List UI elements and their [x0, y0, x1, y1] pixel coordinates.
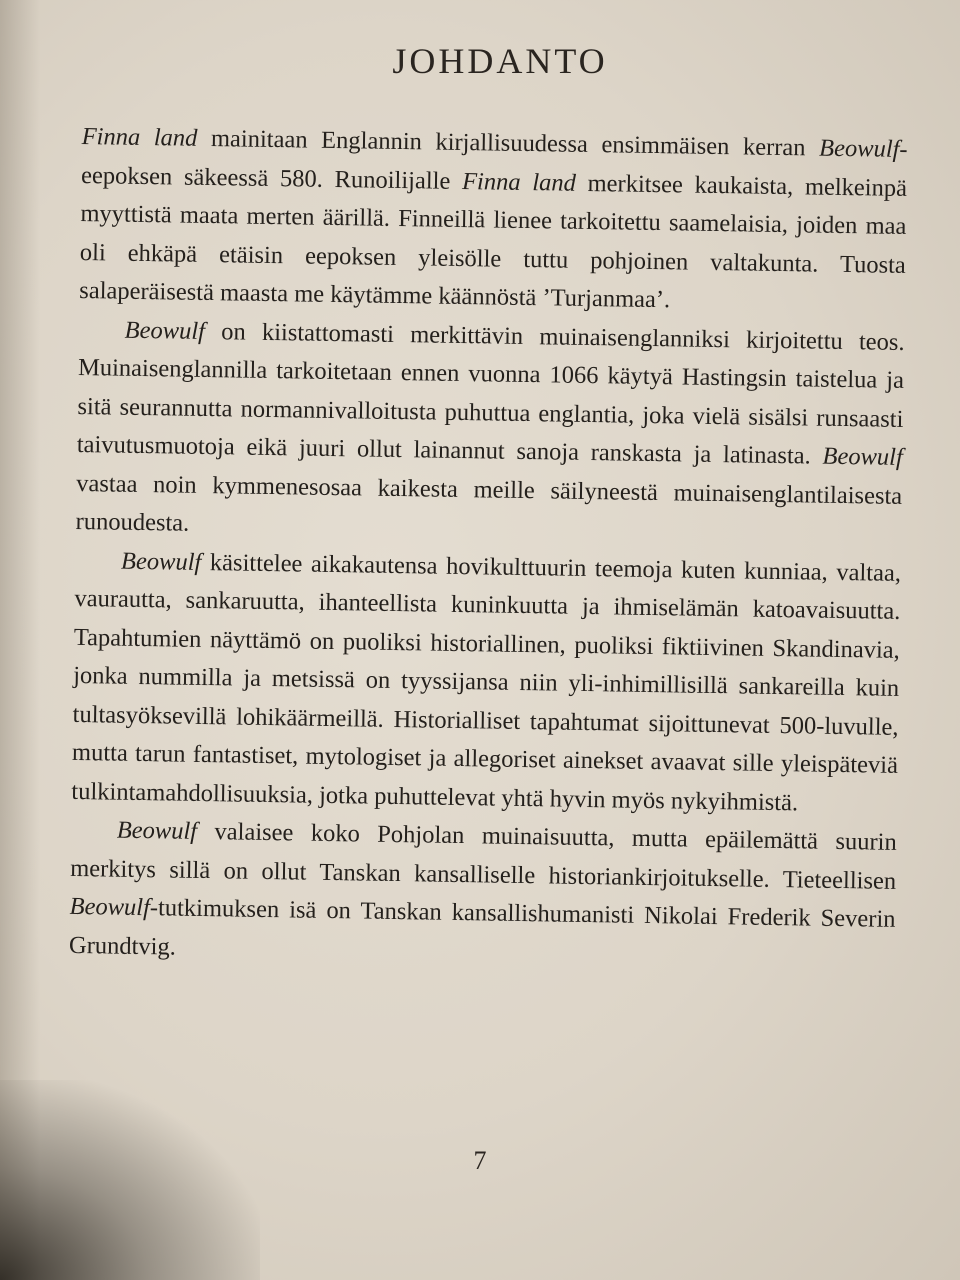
italic-term: Finna land	[461, 167, 577, 197]
text-run: -eepoksen säkeessä 580. Runoilijalle	[80, 135, 908, 195]
chapter-heading: JOHDANTO	[392, 41, 608, 81]
page-number: 7	[473, 1146, 487, 1175]
paragraph-2	[75, 310, 905, 554]
italic-term: Beowulf	[69, 892, 151, 922]
text-run: valaisee koko Pohjolan muinaisuutta, mutta epäilemättä suurin merkitys sillä on ollut Tanskan kansalliselle historiankirjoitukselle. Tieteellisen	[70, 817, 897, 895]
italic-term: Beowulf	[116, 816, 198, 845]
text-run: merkitsee kaukaista, melkeinpä myyttistä maata merten äärillä. Finneillä lienee tarkoitettu saamelaisia, joiden maa oli ehkäpä etäisin eepoksen yleisölle tuttu pohjoinen valtakunta. Tuosta salaperäisestä maasta me käytämme käännöstä ’Turjanmaa’.	[79, 169, 908, 314]
italic-term: Beowulf	[822, 442, 903, 471]
italic-term: Beowulf	[818, 134, 900, 163]
text-run: -tutkimuksen isä on Tanskan kansallishumanisti Nikolai Frederik Severin Grundtvig.	[68, 894, 896, 961]
text-run: vastaa noin kymmenesosaa kaikesta meille säilyneestä muinaisenglantilaisesta runoudesta.	[75, 469, 903, 537]
text-run: on kiistattomasti merkittävin muinaisenglanniksi kirjoitettu teos. Muinaisenglannilla tarkoitetaan ennen vuonna 1066 käytyä Hastingsin taistelua ja sitä seurannutta normannivalloitusta puhuttua englantia, joka vielä sisälsi runsaasti taivutusmuotoja eikä juuri ollut lainannut sanoja ranskasta ja latinasta.	[76, 317, 905, 470]
italic-term: Beowulf	[120, 547, 202, 576]
paragraph-4	[69, 811, 897, 978]
italic-term: Beowulf	[124, 316, 206, 345]
text-run: käsittelee aikakautensa hovikulttuurin teemoja kuten kunniaa, valtaa, vaurautta, sankaruutta, ihanteellista kuninkuutta ja ihmiselämän katoavaisuutta. Tapahtumien näyttämö on puoliksi historiallinen, puoliksi fiktiivinen Skandinavia, jonka nummilla ja metsissä on tyyssijansa niin yli-inhimillisillä sankareilla kuin tultasyöksevillä lohikäärmeillä. Historialliset tapahtumat sijoittunevat 500-luvulle, mutta tarun fantastiset, mytologiset ja allegoriset ainekset avaavat sille yleispäteviä tulkintamahdollisuuksia, jotka puhuttelevat yhtä hyvin myös nykyihmistä.	[71, 548, 902, 816]
corner-shadow	[0, 1080, 260, 1280]
text-run: mainitaan Englannin kirjallisuudessa ensimmäisen kerran	[197, 124, 820, 162]
body-text	[69, 118, 908, 978]
paragraph-3	[71, 541, 901, 823]
italic-term: Finna land	[81, 122, 198, 152]
paragraph-1	[79, 118, 908, 323]
